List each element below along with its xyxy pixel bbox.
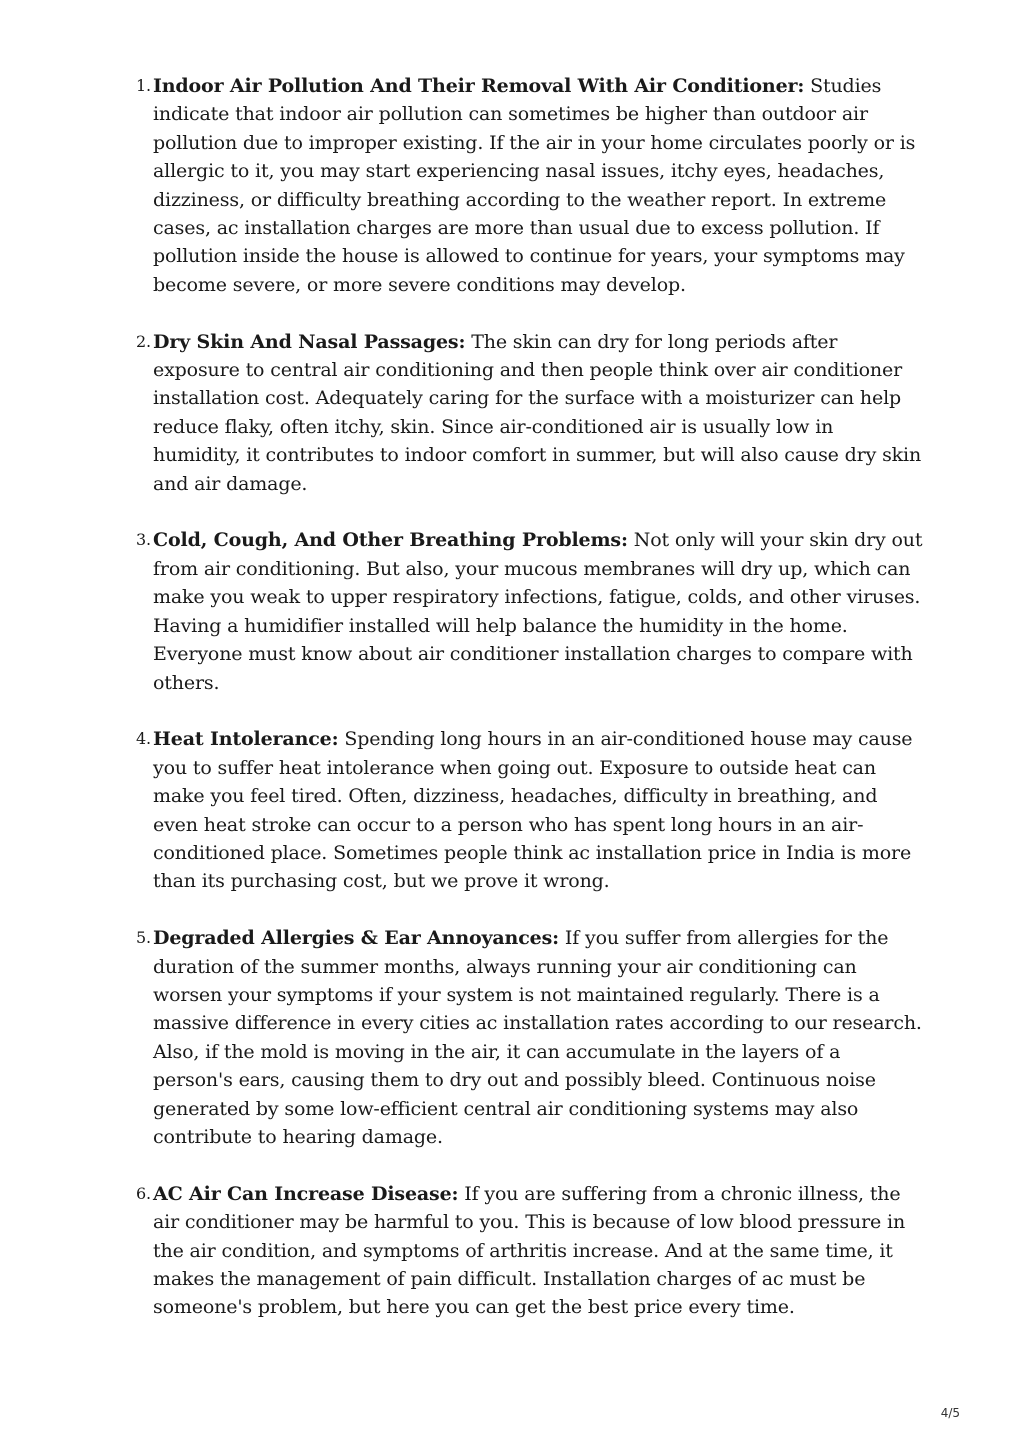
item-number: 3. <box>136 530 151 550</box>
item-body: If you suffer from allergies for the duration of the summer months, always running your air conditioning can worsen your symptoms if your system is not maintained regularly. There is a massive difference in every cities ac installation rates according to our research. Also, if the mold is moving in the air, it can accumulate in the layers of a person's ears, causing them to dry out and possibly bleed. Continuous noise generated by some low-efficient central air conditioning systems may also contribute to hearing damage. <box>153 927 922 1148</box>
item-body: If you are suffering from a chronic illness, the air conditioner may be harmful to you. This is because of low blood pressure in the air condition, and symptoms of arthritis increase. And at the same time, it makes the management of pain difficult. Installation charges of ac must be someone's problem, but here you can get the best price every time. <box>153 1182 906 1319</box>
list-item <box>136 1180 925 1322</box>
item-number: 2. <box>136 331 151 351</box>
item-heading: Degraded Allergies & Ear Annoyances: <box>153 927 559 950</box>
item-number: 6. <box>136 1183 151 1203</box>
list-item <box>136 526 925 696</box>
item-heading: Cold, Cough, And Other Breathing Problems: <box>153 529 628 552</box>
item-body: Not only will your skin dry out from air conditioning. But also, your mucous membranes will dry up, which can make you weak to upper respiratory infections, fatigue, colds, and other viruses. Having a humidifier installed will help balance the humidity in the home. Everyone must know about air conditioner installation charges to compare with others. <box>153 529 923 694</box>
item-heading: AC Air Can Increase Disease: <box>153 1182 459 1205</box>
list-item <box>136 72 925 299</box>
item-body: Studies indicate that indoor air pollution can sometimes be higher than outdoor air pollution due to improper existing. If the air in your home circulates poorly or is allergic to it, you may start experiencing nasal issues, itchy eyes, headaches, dizziness, or difficulty breathing according to the weather report. In extreme cases, ac installation charges are more than usual due to excess pollution. If pollution inside the house is allowed to continue for years, your symptoms may become severe, or more severe conditions may develop. <box>153 75 916 296</box>
numbered-list <box>136 72 925 1350</box>
item-body: Spending long hours in an air-conditioned house may cause you to suffer heat intolerance when going out. Exposure to outside heat can make you feel tired. Often, dizziness, headaches, difficulty in breathing, and even heat stroke can occur to a person who has spent long hours in an air-conditioned place. Sometimes people think ac installation price in India is more than its purchasing cost, but we prove it wrong. <box>153 728 913 893</box>
item-heading: Heat Intolerance: <box>153 728 339 751</box>
list-item <box>136 725 925 895</box>
item-heading: Dry Skin And Nasal Passages: <box>153 330 466 353</box>
item-number: 1. <box>136 76 151 95</box>
list-item <box>136 924 925 1151</box>
page-number: 4/5 <box>940 1406 960 1420</box>
item-number: 5. <box>136 928 151 948</box>
item-heading: Indoor Air Pollution And Their Removal With Air Conditioner: <box>153 75 805 97</box>
list-item <box>136 328 925 498</box>
item-number: 4. <box>136 729 151 749</box>
item-body: The skin can dry for long periods after exposure to central air conditioning and then people think over air conditioner installation cost. Adequately caring for the surface with a moisturizer can help reduce flaky, often itchy, skin. Since air-conditioned air is usually low in humidity, it contributes to indoor comfort in summer, but will also cause dry skin and air damage. <box>153 330 922 495</box>
